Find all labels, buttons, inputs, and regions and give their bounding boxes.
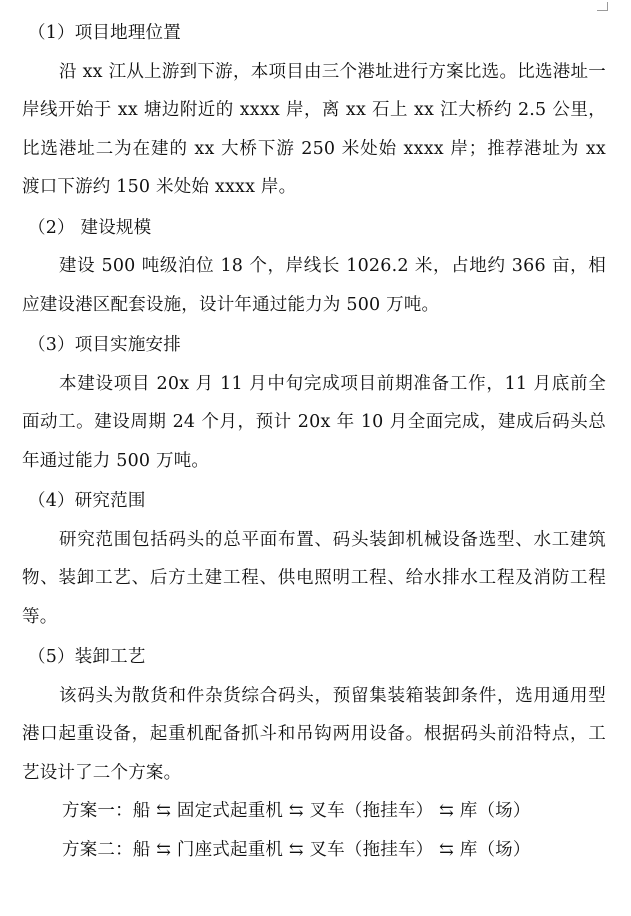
section-2-heading: （2） 建设规模 — [28, 217, 152, 238]
section-5-paragraph: 该码头为散货和件杂货综合码头，预留集装箱装卸条件，选用通用型港口起重设备，起重机配备抓斗和吊钩两用设备。根据码头前沿特点，工艺设计了二个方案。 — [22, 685, 606, 783]
section-4-heading: （4）研究范围 — [28, 491, 146, 511]
section-1-paragraph: 沿 xx 江从上游到下游，本项目由三个港址进行方案比选。比选港址一岸线开始于 xx 塘边附近的 xxxx 岸，离 xx 石上 xx 江大桥约 2.5 公里，比选港址二为在建的 xx 大桥下游 250 米处始 xxxx 岸；推荐港址为 xx 渡口下游约 150 米处始 xxxx 岸。 — [22, 61, 606, 197]
section-5-heading: （5）装卸工艺 — [28, 647, 146, 667]
scheme-1: 方案一：船 ⇆ 固定式起重机 ⇆ 叉车（拖挂车） ⇆ 库（场） — [62, 801, 531, 821]
section-2-paragraph: 建设 500 吨级泊位 18 个，岸线长 1026.2 米，占地约 366 亩，相应建设港区配套设施，设计年通过能力为 500 万吨。 — [22, 256, 606, 315]
section-1-heading: （1）项目地理位置 — [28, 23, 181, 43]
section-3-paragraph: 本建设项目 20x 月 11 月中旬完成项目前期准备工作，11 月底前全面动工。建设周期 24 个月，预计 20x 年 10 月全面完成，建成后码头总年通过能力 500 万吨。 — [22, 373, 606, 471]
scheme-2: 方案二：船 ⇆ 门座式起重机 ⇆ 叉车（拖挂车） ⇆ 库（场） — [62, 839, 531, 860]
section-4-paragraph: 研究范围包括码头的总平面布置、码头装卸机械设备选型、水工建筑物、装卸工艺、后方土建工程、供电照明工程、给水排水工程及消防工程等。 — [22, 529, 606, 627]
section-3-heading: （3）项目实施安排 — [28, 335, 181, 355]
document-body[interactable] — [22, 12, 606, 869]
page-corner-mark — [597, 2, 608, 11]
